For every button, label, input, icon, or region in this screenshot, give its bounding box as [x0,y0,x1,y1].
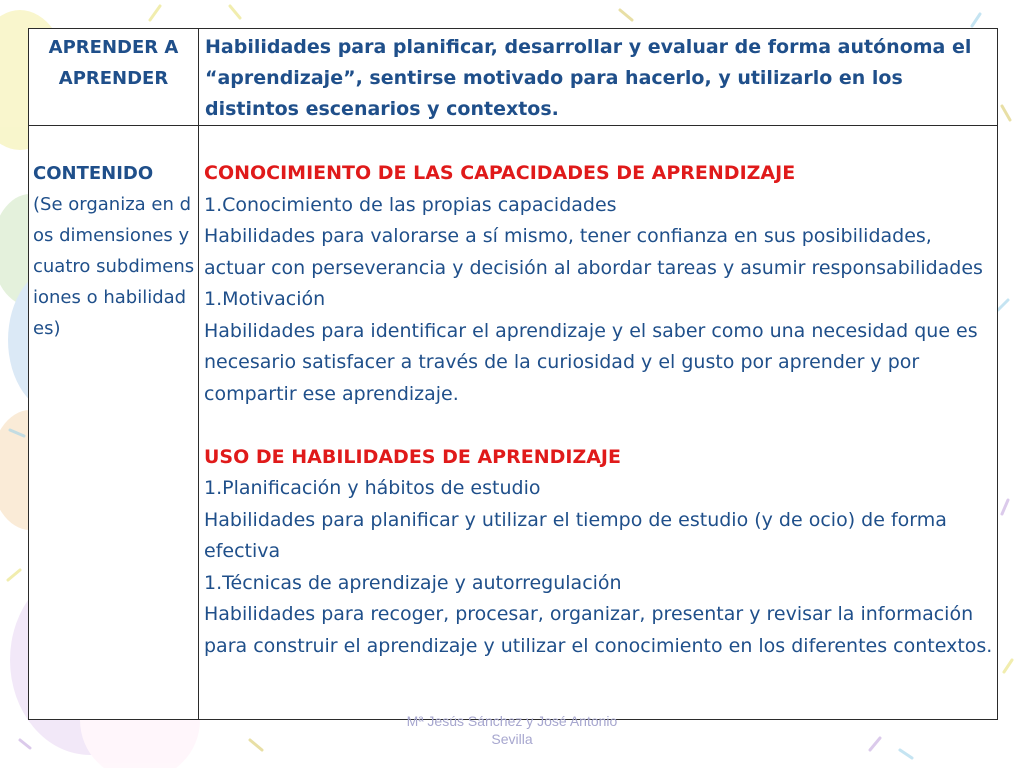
footer-authors: Mª Jesús Sánchez y José Antonio [406,713,618,729]
content-sidebar [29,126,199,720]
competency-label: APRENDER A APRENDER [29,29,199,126]
competency-table [28,28,998,720]
table-content-row [29,126,998,720]
section-title: CONOCIMIENTO DE LAS CAPACIDADES DE APRENDIZAJE [204,162,796,184]
table-header-row [29,29,998,126]
content-note: (Se organiza en dos dimensiones y cuatro subdimensiones o habilidades) [33,194,195,339]
item-heading: 1.Conocimiento de las propias capacidades [204,193,617,216]
content-body [199,126,998,720]
item-text: Habilidades para valorarse a sí mismo, tener confianza en sus posibilidades, actuar con perseverancia y decisión al abordar tareas y asumir responsabilidades [204,225,983,279]
item-heading: 1.Técnicas de aprendizaje y autorregulación [204,571,622,594]
section-spacer [204,410,993,442]
author-footer [330,712,694,748]
section-title: USO DE HABILIDADES DE APRENDIZAJE [204,445,621,468]
item-text: Habilidades para identificar el aprendizaje y el saber como una necesidad que es necesario satisfacer a través de la curiosidad y el gusto por aprender y por compartir ese aprendizaje. [204,319,978,405]
content-title: CONTENIDO [33,163,154,184]
item-heading: 1.Motivación [204,288,326,310]
item-text: Habilidades para recoger, procesar, organizar, presentar y revisar la información para construir el aprendizaje y utilizar el conocimiento en los diferentes contextos. [204,603,993,657]
item-heading: 1.Planificación y hábitos de estudio [204,477,541,499]
competency-definition: Habilidades para planificar, desarrollar y evaluar de forma autónoma el “aprendizaje”, sentirse motivado para hacerlo, y utilizarlo en los distintos escenarios y contextos. [199,29,998,126]
item-text: Habilidades para planificar y utilizar el tiempo de estudio (y de ocio) de forma efectiva [204,508,947,562]
footer-location: Sevilla [491,731,533,747]
